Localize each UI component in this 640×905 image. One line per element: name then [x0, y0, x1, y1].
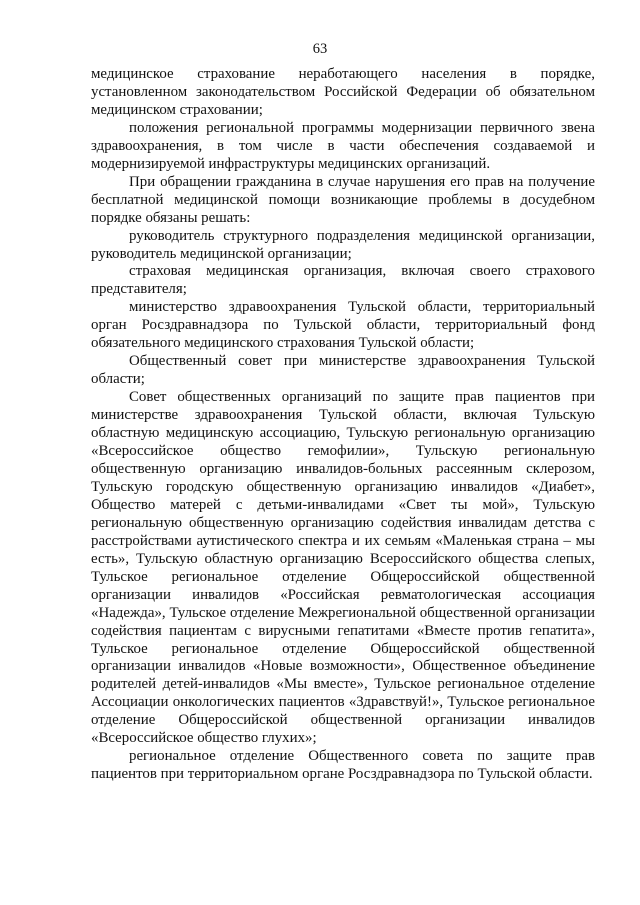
page-number: 63: [312, 41, 328, 57]
body-text: [91, 66, 595, 784]
paragraph: руководитель структурного подразделения медицинской организации, руководитель медицинской организации;: [91, 227, 595, 262]
paragraph: региональное отделение Общественного совета по защите прав пациентов при территориальном органе Росздравнадзора по Тульской области.: [91, 748, 595, 783]
paragraph: страховая медицинская организация, включая своего страхового представителя;: [91, 263, 595, 298]
paragraph: Общественный совет при министерстве здравоохранения Тульской области;: [91, 353, 595, 388]
paragraph: При обращении гражданина в случае нарушения его прав на получение бесплатной медицинской помощи возникающие проблемы в досудебном порядке обязаны решать:: [91, 173, 595, 226]
paragraph: министерство здравоохранения Тульской области, территориальный орган Росздравнадзора по Тульской области, территориальный фонд обязательного медицинского страхования Тульской области;: [91, 299, 595, 352]
paragraph: Совет общественных организаций по защите прав пациентов при министерстве здравоохранения Тульской области, включая Тульскую областную медицинскую ассоциацию, Тульскую региональную организацию «Всероссийское общество гемофилии», Тульскую региональную общественную организацию инвалидов-больных рассеянным склерозом, Тульскую городскую общественную организацию инвалидов «Диабет», Общество матерей с детьми-инвалидами «Свет ты мой», Тульскую региональную общественную организацию содействия инвалидам детства с расстройствами аутистического спектра и их семьям «Маленькая страна – мы есть», Тульскую областную организацию Всероссийского общества слепых, Тульское региональное отделение Общероссийской общественной организации инвалидов «Российская ревматологическая ассоциация «Надежда», Тульское отделение Межрегиональной общественной организации содействия пациентам с вирусными гепатитами «Вместе против гепатита», Тульское региональное отделение Общероссийской общественной организации инвалидов «Новые возможности», Общественное объединение родителей детей-инвалидов «Мы вместе», Тульское региональное отделение Ассоциации онкологических пациентов «Здравствуй!», Тульское региональное отделение Общероссийской общественной организации инвалидов «Всероссийское общество глухих»;: [91, 389, 595, 747]
paragraph: положения региональной программы модернизации первичного звена здравоохранения, в том числе в части обеспечения создаваемой и модернизируемой инфраструктуры медицинских организаций.: [91, 119, 595, 172]
paragraph-continuation: медицинское страхование неработающего населения в порядке, установленном законодательством Российской Федерации об обязательном медицинском страховании;: [91, 66, 595, 118]
